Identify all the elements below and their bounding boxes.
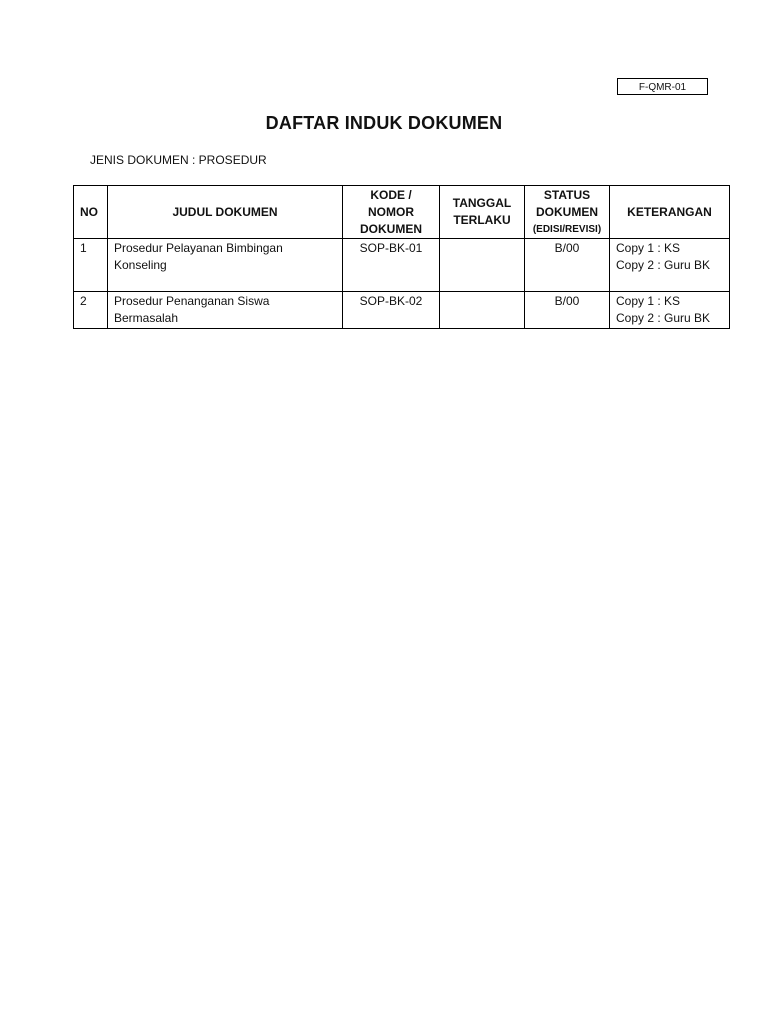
cell-keterangan-line1: Copy 1 : KS [616, 294, 681, 308]
header-no: NO [74, 186, 108, 239]
cell-judul [108, 239, 343, 292]
cell-kode: SOP-BK-01 [343, 239, 440, 292]
cell-judul [108, 292, 343, 329]
header-judul-dokumen: JUDUL DOKUMEN [108, 186, 343, 239]
header-kode-line1: KODE / [370, 187, 412, 202]
cell-status: B/00 [525, 239, 610, 292]
cell-kode: SOP-BK-02 [343, 292, 440, 329]
cell-status: B/00 [525, 292, 610, 329]
cell-keterangan-line1: Copy 1 : KS [616, 241, 681, 255]
header-tanggal-terlaku [440, 186, 525, 239]
header-keterangan: KETERANGAN [610, 186, 730, 239]
cell-tanggal [440, 239, 525, 292]
header-tanggal-line1: TANGGAL [452, 196, 512, 210]
page-title: DAFTAR INDUK DOKUMEN [265, 113, 503, 133]
cell-keterangan-line2: Copy 2 : Guru BK [616, 258, 711, 272]
cell-judul-line1: Prosedur Pelayanan Bimbingan [114, 241, 283, 255]
header-status-line1: STATUS [543, 187, 591, 202]
document-type-label: JENIS DOKUMEN : PROSEDUR [90, 153, 267, 167]
form-code-box: F-QMR-01 [617, 78, 708, 95]
document-index-table [73, 185, 730, 329]
header-kode-nomor-dokumen [343, 186, 440, 239]
header-status-dokumen [525, 186, 610, 239]
cell-no: 2 [74, 292, 108, 329]
table-header-row [74, 186, 730, 239]
table-row [74, 239, 730, 292]
table-row [74, 292, 730, 329]
header-tanggal-line2: TERLAKU [453, 213, 511, 227]
cell-keterangan-line2: Copy 2 : Guru BK [616, 311, 711, 325]
cell-keterangan [610, 239, 730, 292]
cell-no: 1 [74, 239, 108, 292]
header-status-line3: (EDISI/REVISI) [532, 223, 602, 235]
header-status-line2: DOKUMEN [536, 204, 598, 219]
header-kode-line3: DOKUMEN [360, 221, 422, 236]
cell-judul-line1: Prosedur Penanganan Siswa [114, 294, 270, 308]
header-kode-line2: NOMOR [368, 204, 414, 219]
cell-judul-line2: Konseling [114, 258, 167, 272]
cell-judul-line2: Bermasalah [114, 311, 179, 325]
cell-keterangan [610, 292, 730, 329]
cell-tanggal [440, 292, 525, 329]
